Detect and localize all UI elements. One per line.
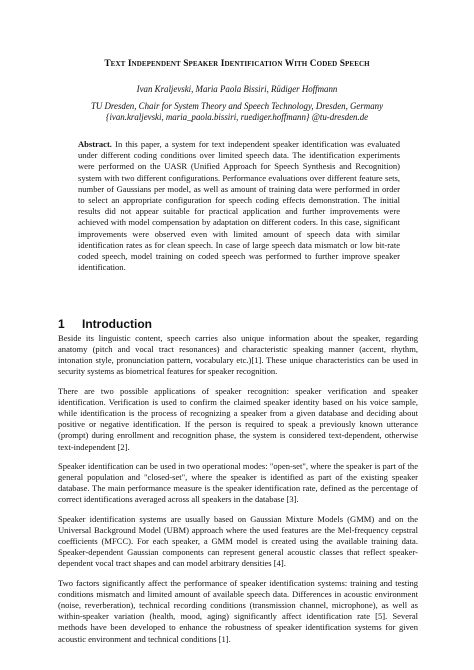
paragraph: There are two possible applications of speaker recognition: speaker verification and speaker identification. Verification is used to confirm the claimed speaker identity based on his voice sample, while identification is the process of recognizing a speaker from a given database and deciding about positive or negative identification. If the person is required to speak a previously known utterance (prompt) during enrollment and recognition phase, the system is considered text-dependent, otherwise text-independent [2]. [58, 385, 418, 452]
paragraph: Beside its linguistic content, speech carries also unique information about the speaker, regarding anatomy (pitch and vocal tract resonances) and characteristic speaking manner (accent, rhythm, intonation style, pronunciation pattern, vocabulary etc.)[1]. These unique characteristics can be used in security systems as biometrical features for speaker recognition. [58, 333, 418, 377]
section-number: 1 [58, 317, 65, 331]
abstract-label: Abstract. [78, 139, 112, 149]
paper-authors: Ivan Kraljevski, Maria Paola Bissiri, Rüdiger Hoffmann [136, 84, 338, 94]
section-heading [58, 317, 418, 331]
introduction-body [58, 333, 418, 653]
paragraph: Speaker identification can be used in two operational modes: "open-set", where the speaker is part of the general population and "closed-set", where the speaker is identified as part of the existing speaker database. The main performance measure is the speaker identification rate, defined as the percentage of correct identifications averaged across all speakers in the database [3]. [58, 460, 418, 505]
paragraph: Two factors significantly affect the performance of speaker identification systems: training and testing conditions mismatch and limited amount of available speech data. Differences in acoustic environment (noise, reverberation), technical recording conditions (transmission channel, microphone), as well as within-speaker variation (health, mood, aging) significantly affect identification rate [5]. Several methods have been developed to enhance the robustness of speaker identification systems for given acoustic environment and technical conditions [1]. [58, 577, 418, 644]
paper-title: Text Independent Speaker Identification With Coded Speech [104, 59, 370, 69]
abstract [78, 139, 400, 273]
paper-affiliation [40, 101, 434, 124]
affiliation-line: TU Dresden, Chair for System Theory and Speech Technology, Dresden, Germany [90, 101, 384, 111]
section-title: Introduction [82, 317, 152, 331]
affiliation-emails: {ivan.kraljevski, maria_paola.bissiri, ruediger.hoffmann} @tu-dresden.de [105, 112, 369, 123]
paragraph: Speaker identification systems are usually based on Gaussian Mixture Models (GMM) and on the Universal Background Model (UBM) approach where the used features are the Mel-frequency cepstral coefficients (MFCC). For each speaker, a GMM model is created using the available training data. Speaker-dependent Gaussian components can represent general acoustic classes that reflect speaker-dependent vocal tract shapes and can model arbitrary densities [4]. [58, 513, 418, 569]
abstract-text: In this paper, a system for text independent speaker identification was evaluated under different coding conditions over limited speech data. The identification experiments were performed on the UASR (Unified Approach for Speech Synthesis and Recognition) system with two different configurations. Performance evaluations over different feature sets, number of Gaussians per model, as well as amount of training data were performed in order to select an appropriate configuration for speech coding effects demonstration. The initial results did not appear suitable for practical application and further improvements were achieved with model compensation by adaptation on different coders. In this case, significant improvements were observed even with limited amount of speech data with similar identification rates as for clean speech. In case of large speech data mismatch or low bit-rate coded speech, model training on coded speech was performed to further improve speaker identification. [78, 139, 400, 273]
